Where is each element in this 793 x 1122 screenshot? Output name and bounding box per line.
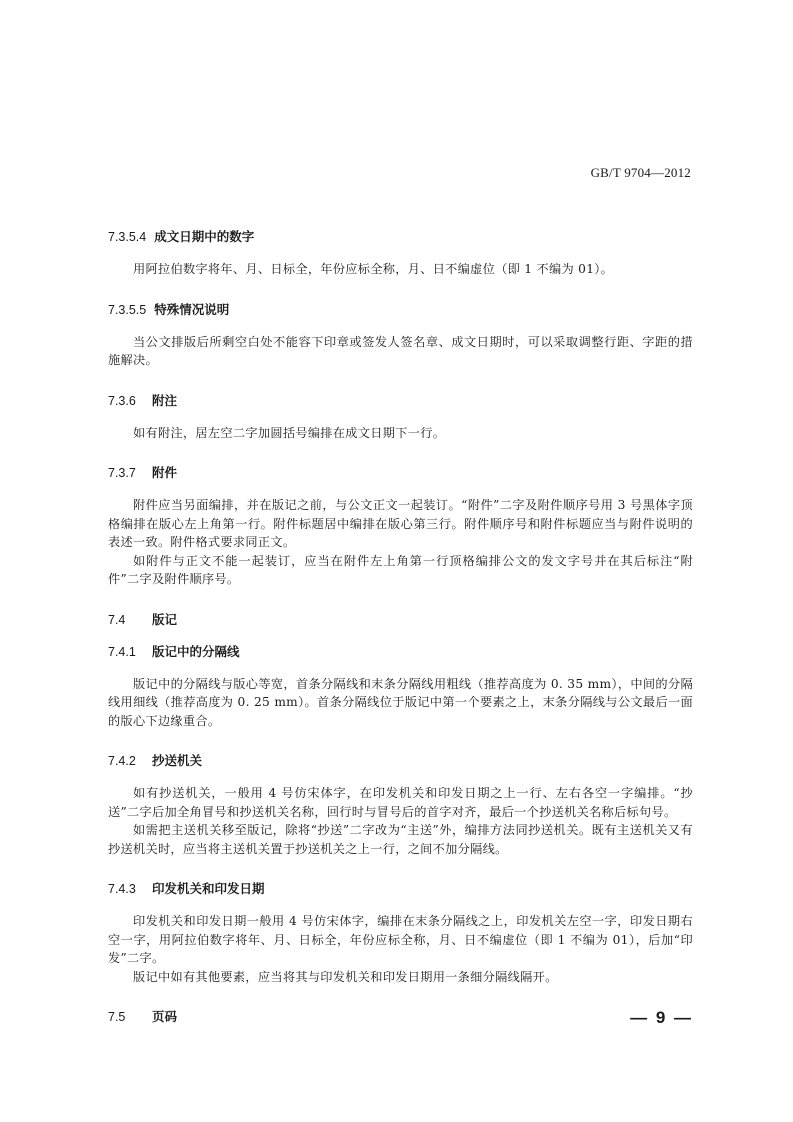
section-heading [108,752,693,770]
section-title: 附件 [152,465,178,480]
standard-number: GB/T 9704—2012 [590,165,691,180]
section-title: 版记 [152,611,178,627]
section-title: 附注 [152,392,178,408]
section-number: 7.3.5.4 [108,230,147,244]
section-number: 7.3.6 [108,393,136,408]
paragraph: 版记中如有其他要素，应当将其与印发机关和印发日期用一条细分隔线隔开。 [133,969,558,984]
paragraph: 用阿拉伯数字将年、月、日标全，年份应标全称，月、日不编虚位（即 1 不编为 01）。 [133,262,614,276]
section-number: 7.4.1 [108,644,136,659]
section-heading [108,611,693,629]
paragraph: 当公文排版后所剩空白处不能容下印章或签发人签名章、成文日期时，可以采取调整行距、字距的措施解决。 [108,334,693,367]
section-title: 成文日期中的数字 [154,229,255,244]
section-heading [108,643,693,661]
section-title: 特殊情况说明 [154,301,230,317]
section-title: 印发机关和印发日期 [152,881,265,896]
paragraph: 如需把主送机关移至版记，除将“抄送”二字改为“主送”外，编排方法同抄送机关。既有主送机关又有抄送机关时，应当将主送机关置于抄送机关之上一行，之间不加分隔线。 [108,823,693,856]
section-number: 7.3.7 [108,466,136,480]
page-number: — 9 — [630,1008,693,1027]
section-heading [108,880,693,898]
section-heading [108,228,693,246]
paragraph: 版记中的分隔线与版心等宽，首条分隔线和末条分隔线用粗线（推荐高度为 0. 35 mm），中间的分隔线用细线（推荐高度为 0. 25 mm）。首条分隔线位于版记中第一个要素之上，末条分隔线与公文最后一面的版心下边缘重合。 [108,676,693,728]
section-heading [108,1008,693,1026]
section-heading [108,301,693,319]
section-number: 7.3.5.5 [108,302,147,317]
section-title: 页码 [152,1009,178,1024]
section-title: 版记中的分隔线 [152,643,240,659]
paragraph: 如附件与正文不能一起装订，应当在附件左上角第一行顶格编排公文的发文字号并在其后标注“附件”二字及附件顺序号。 [108,553,693,586]
section-heading [108,464,693,482]
paragraph: 如有附注，居左空二字加圆括号编排在成文日期下一行。 [133,425,446,440]
document-body [108,228,693,1040]
section-number: 7.4 [108,612,126,627]
section-number: 7.5 [108,1010,126,1024]
paragraph: 如有抄送机关，一般用 4 号仿宋体字，在印发机关和印发日期之上一行、左右各空一字编排。“抄送”二字后加全角冒号和抄送机关名称，回行时与冒号后的首字对齐，最后一个抄送机关名称后标句号。 [108,786,693,819]
section-number: 7.4.2 [108,754,136,768]
paragraph: 附件应当另面编排，并在版记之前，与公文正文一起装订。“附件”二字及附件顺序号用 3 号黑体字顶格编排在版心左上角第一行。附件标题居中编排在版心第三行。附件顺序号和附件标题应当与附件说明的表述一致。附件格式要求同正文。 [108,498,693,549]
paragraph: 印发机关和印发日期一般用 4 号仿宋体字，编排在末条分隔线之上，印发机关左空一字，印发日期右空一字，用阿拉伯数字将年、月、日标全，年份应标全称，月、日不编虚位（即 1 不编为 01），后加“印发”二字。 [108,914,693,965]
section-number: 7.4.3 [108,882,136,896]
section-title: 抄送机关 [152,753,203,768]
section-heading [108,392,693,410]
